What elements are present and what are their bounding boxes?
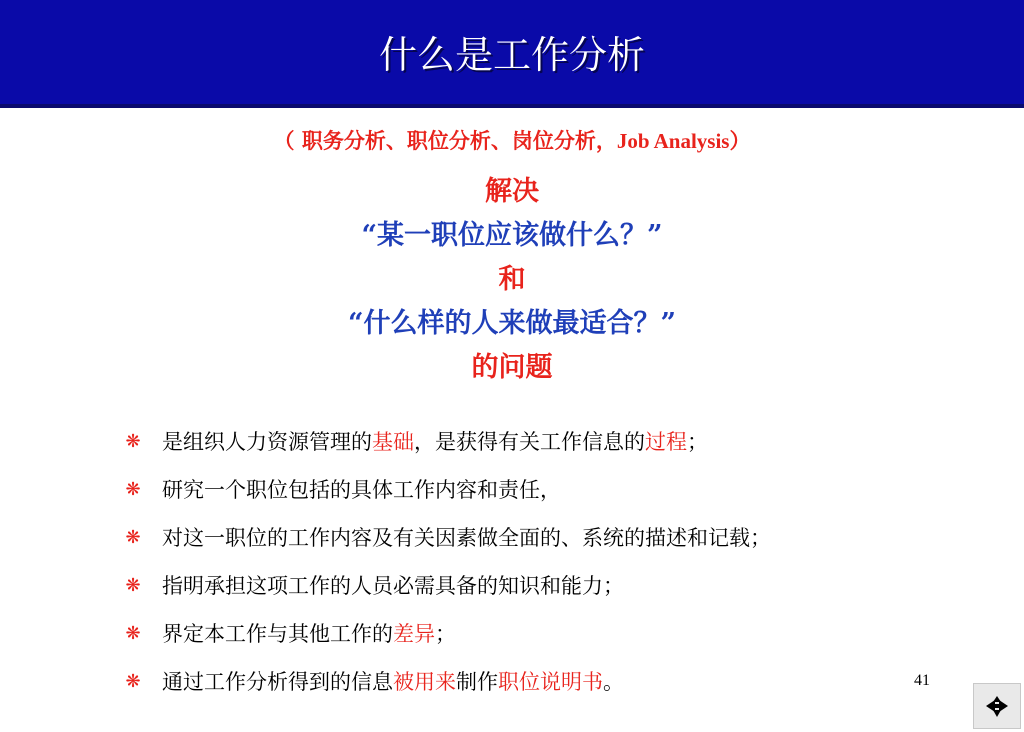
highlighted-term: 被用来 — [393, 670, 456, 694]
bullet-text-part: 对这一职位的工作内容及有关因素做全面的、系统的描述和记载； — [162, 526, 771, 550]
bullet-item — [122, 466, 962, 514]
bullet-item — [122, 562, 962, 610]
center-line-5: 的问题 — [471, 352, 553, 383]
snowflake-icon: ❋ — [125, 527, 141, 548]
bullet-text-part: 指明承担这项工作的人员必需具备的知识和能力； — [162, 574, 624, 598]
bullet-text — [162, 658, 624, 706]
bullet-text-part: 制作 — [456, 670, 498, 694]
center-line-4: “什么样的人来做最适合？” — [347, 308, 677, 339]
bullet-text — [162, 562, 624, 610]
bullet-text-part: ； — [435, 622, 456, 646]
bullet-text-part: 研究一个职位包括的具体工作内容和责任， — [162, 478, 561, 502]
snowflake-icon: ❋ — [125, 431, 141, 452]
bullet-text-part: 通过工作分析得到的信息 — [162, 670, 393, 694]
slide-nav-button[interactable] — [973, 683, 1021, 729]
snowflake-icon: ❋ — [125, 479, 141, 500]
snowflake-icon: ❋ — [125, 575, 141, 596]
center-line-1: 解决 — [485, 176, 539, 207]
nav-arrows-icon — [974, 684, 1020, 728]
highlighted-term: 职位说明书 — [498, 670, 603, 694]
subtitle-suffix: ） — [729, 128, 751, 153]
center-line-2: “某一职位应该做什么？” — [361, 220, 663, 251]
title-bar — [0, 0, 1024, 108]
snowflake-icon: ❋ — [125, 671, 141, 692]
bullet-item — [122, 418, 962, 466]
center-line-3: 和 — [498, 264, 526, 295]
center-statement — [0, 170, 1024, 390]
bullet-item — [122, 514, 962, 562]
subtitle-prefix: （ 职务分析、职位分析、岗位分析， — [273, 128, 617, 153]
highlighted-term: 过程 — [645, 430, 687, 454]
bullet-list — [122, 418, 962, 706]
bullet-text — [162, 466, 561, 514]
slide-title: 什么是工作分析 — [378, 33, 645, 77]
highlighted-term: 差异 — [393, 622, 435, 646]
bullet-text-part: 。 — [603, 670, 624, 694]
bullet-text — [162, 514, 771, 562]
snowflake-icon: ❋ — [125, 623, 141, 644]
bullet-item — [122, 610, 962, 658]
bullet-text — [162, 610, 456, 658]
bullet-text-part: ； — [687, 430, 708, 454]
bullet-text — [162, 418, 708, 466]
subtitle — [0, 126, 1024, 156]
page-number: 41 — [914, 672, 930, 689]
bullet-text-part: 是组织人力资源管理的 — [162, 430, 372, 454]
bullet-text-part: 界定本工作与其他工作的 — [162, 622, 393, 646]
subtitle-latin: Job Analysis — [616, 129, 730, 153]
bullet-item — [122, 658, 962, 706]
highlighted-term: 基础 — [372, 430, 414, 454]
bullet-text-part: ，是获得有关工作信息的 — [414, 430, 645, 454]
